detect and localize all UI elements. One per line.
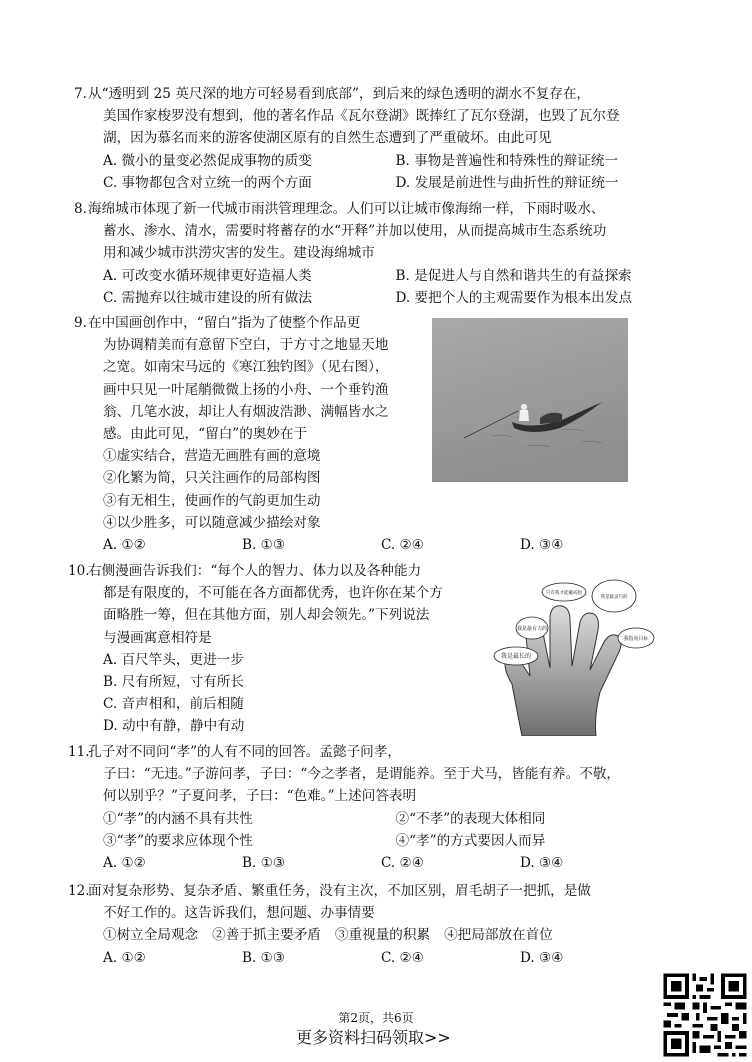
question-text: 孔子对不同问“孝”的人有不同的回答。孟懿子问孝， [88, 744, 401, 760]
options-row [88, 265, 688, 287]
statement-2: ②化繁为简，只关注画作的局部构图 [103, 470, 321, 487]
option-b[interactable]: B. 尺有所短，寸有所长 [103, 673, 244, 690]
statements-row [88, 808, 688, 830]
page-number: 第2页，共6页 [338, 1011, 414, 1025]
option-b[interactable]: B. ①③ [242, 854, 286, 871]
question-text: 子曰：“无违。”子游问孝，子曰：“今之孝者，是谓能养。至于犬马，皆能有养。不敬， [103, 766, 621, 783]
statement-4: ④“孝”的方式要因人而异 [395, 832, 546, 849]
question-text: 面略胜一筹，但在其他方面，别人却会领先。”下列说法 [103, 607, 430, 624]
option-c[interactable]: C. 音声相和，前后相随 [103, 696, 244, 713]
option-b[interactable]: B. 是促进人与自然和谐共生的有益探索 [395, 267, 632, 284]
option-d[interactable]: D. 要把个人的主观需要作为根本出发点 [395, 289, 633, 306]
option-a[interactable]: A. 微小的量变必然促成事物的质变 [103, 152, 312, 169]
question-number: 11. [68, 744, 90, 760]
more-materials-link[interactable]: 更多资料扫码领取>> [296, 1028, 451, 1047]
question-text: 感。由此可见，“留白”的奥妙在于 [103, 425, 308, 442]
question-number: 12. [68, 883, 90, 899]
option-d[interactable]: D. ③④ [520, 854, 564, 871]
options-row [88, 534, 688, 556]
option-b[interactable]: B. ①③ [242, 949, 286, 966]
question-text: 从“透明到 25 英尺深的地方可轻易看到底部”，到后来的绿色透明的湖水不复存在， [88, 86, 591, 102]
option-a[interactable]: A. 可改变水循环规律更好造福人类 [103, 267, 312, 284]
option-d[interactable]: D. ③④ [520, 949, 564, 966]
question-text: 为协调精美而有意留下空白，于方寸之地显天地 [103, 337, 389, 354]
statement-1: ①树立全局观念 [103, 927, 199, 944]
question-text: 蓄水、渗水、清水，需要时将蓄存的水“开释”并加以使用，从而提高城市生态系统功 [103, 223, 607, 240]
question-text: 不好工作的。这告诉我们，想问题、办事情要 [103, 905, 375, 922]
statement-2: ②“不孝”的表现大体相同 [395, 810, 546, 827]
fishing-painting-image [432, 318, 628, 482]
question-text: 都是有限度的，不可能在各方面都优秀，也许你在某个方 [103, 585, 443, 602]
option-c[interactable]: C. ②④ [381, 536, 424, 553]
bubble-text: 我是最灵巧的 [600, 595, 628, 600]
question-8 [74, 198, 688, 309]
statement-4: ④以少胜多，可以随意减少描绘对象 [103, 514, 321, 531]
statement-2: ②善于抓主要矛盾 [212, 927, 321, 944]
bubble-text: 我指向目标 [623, 636, 649, 642]
question-text: 与漫画寓意相符是 [103, 629, 212, 646]
question-text: 湖，因为慕名而来的游客使湖区原有的自然生态遭到了严重破坏。由此可见 [103, 130, 552, 147]
statements-row [88, 924, 688, 946]
qr-code-image[interactable] [660, 970, 750, 1060]
options-row [88, 172, 688, 194]
option-b[interactable]: B. 事物是普遍性和特殊性的辩证统一 [395, 152, 619, 169]
option-c[interactable]: C. 事物都包含对立统一的两个方面 [103, 174, 312, 191]
option-a[interactable]: A. ①② [103, 536, 146, 553]
option-d[interactable]: D. 发展是前进性与曲折性的辩证统一 [395, 174, 619, 191]
statement-3: ③“孝”的要求应体现个性 [103, 832, 253, 849]
question-text: 之宽。如南宋马远的《寒江独钓图》（见右图）， [103, 359, 389, 376]
statement-3: ③重视量的积累 [334, 927, 431, 944]
question-text: 右侧漫画告诉我们：“每个人的智力、体力以及各种能力 [88, 563, 422, 579]
option-a[interactable]: A. ①② [103, 949, 146, 966]
statements-row [88, 830, 688, 852]
question-12 [68, 880, 688, 969]
bubble-text: 我是最长的 [500, 653, 532, 660]
option-a[interactable]: A. ①② [103, 854, 146, 871]
statement-1: ①虚实结合，营造无画胜有画的意境 [103, 448, 321, 465]
option-a[interactable]: A. 百尺竿头，更进一步 [103, 651, 244, 668]
question-number: 8. [74, 201, 87, 217]
statement-4: ④把局部放在首位 [444, 927, 553, 944]
bubble-text: 我是最有力的 [516, 626, 548, 632]
question-text: 何以别乎？”子夏问孝，子曰：“色难。”上述问答表明 [103, 788, 417, 805]
question-text: 在中国画创作中，“留白”指为了使整个作品更 [88, 315, 361, 331]
bubble-text: 只有我才能戴戒指 [546, 591, 582, 596]
question-number: 10. [68, 563, 90, 579]
question-7 [74, 83, 688, 194]
question-number: 9. [74, 315, 87, 331]
question-11 [68, 741, 688, 874]
options-row [88, 150, 688, 172]
options-row [88, 287, 688, 309]
option-c[interactable]: C. ②④ [381, 949, 424, 966]
option-d[interactable]: D. ③④ [520, 536, 564, 553]
statement-3: ③有无相生，使画作的气韵更加生动 [103, 492, 321, 509]
options-row [88, 852, 688, 874]
option-b[interactable]: B. ①③ [242, 536, 286, 553]
question-text: 美国作家梭罗没有想到，他的著名作品《瓦尔登湖》既捧红了瓦尔登湖，也毁了瓦尔登 [103, 108, 620, 125]
statement-1: ①“孝”的内涵不具有共性 [103, 810, 253, 827]
question-text: 画中只见一叶尾艄微微上扬的小舟、一个垂钓渔 [103, 381, 389, 398]
question-text: 面对复杂形势、复杂矛盾、繁重任务，没有主次，不加区别，眉毛胡子一把抓，是做 [88, 883, 591, 899]
question-text: 海绵城市体现了新一代城市雨洪管理理念。人们可以让城市像海绵一样，下雨时吸水、 [88, 201, 605, 217]
hand-cartoon-image [482, 576, 656, 736]
question-text: 用和减少城市洪涝灾害的发生。建设海绵城市 [103, 245, 375, 262]
option-c[interactable]: C. ②④ [381, 854, 424, 871]
question-text: 翁、几笔水波，却让人有烟波浩渺、满幅皆水之 [103, 403, 389, 420]
question-number: 7. [74, 86, 87, 102]
options-row [88, 947, 688, 969]
option-d[interactable]: D. 动中有静，静中有动 [103, 718, 245, 735]
option-c[interactable]: C. 需抛弃以往城市建设的所有做法 [103, 289, 312, 306]
